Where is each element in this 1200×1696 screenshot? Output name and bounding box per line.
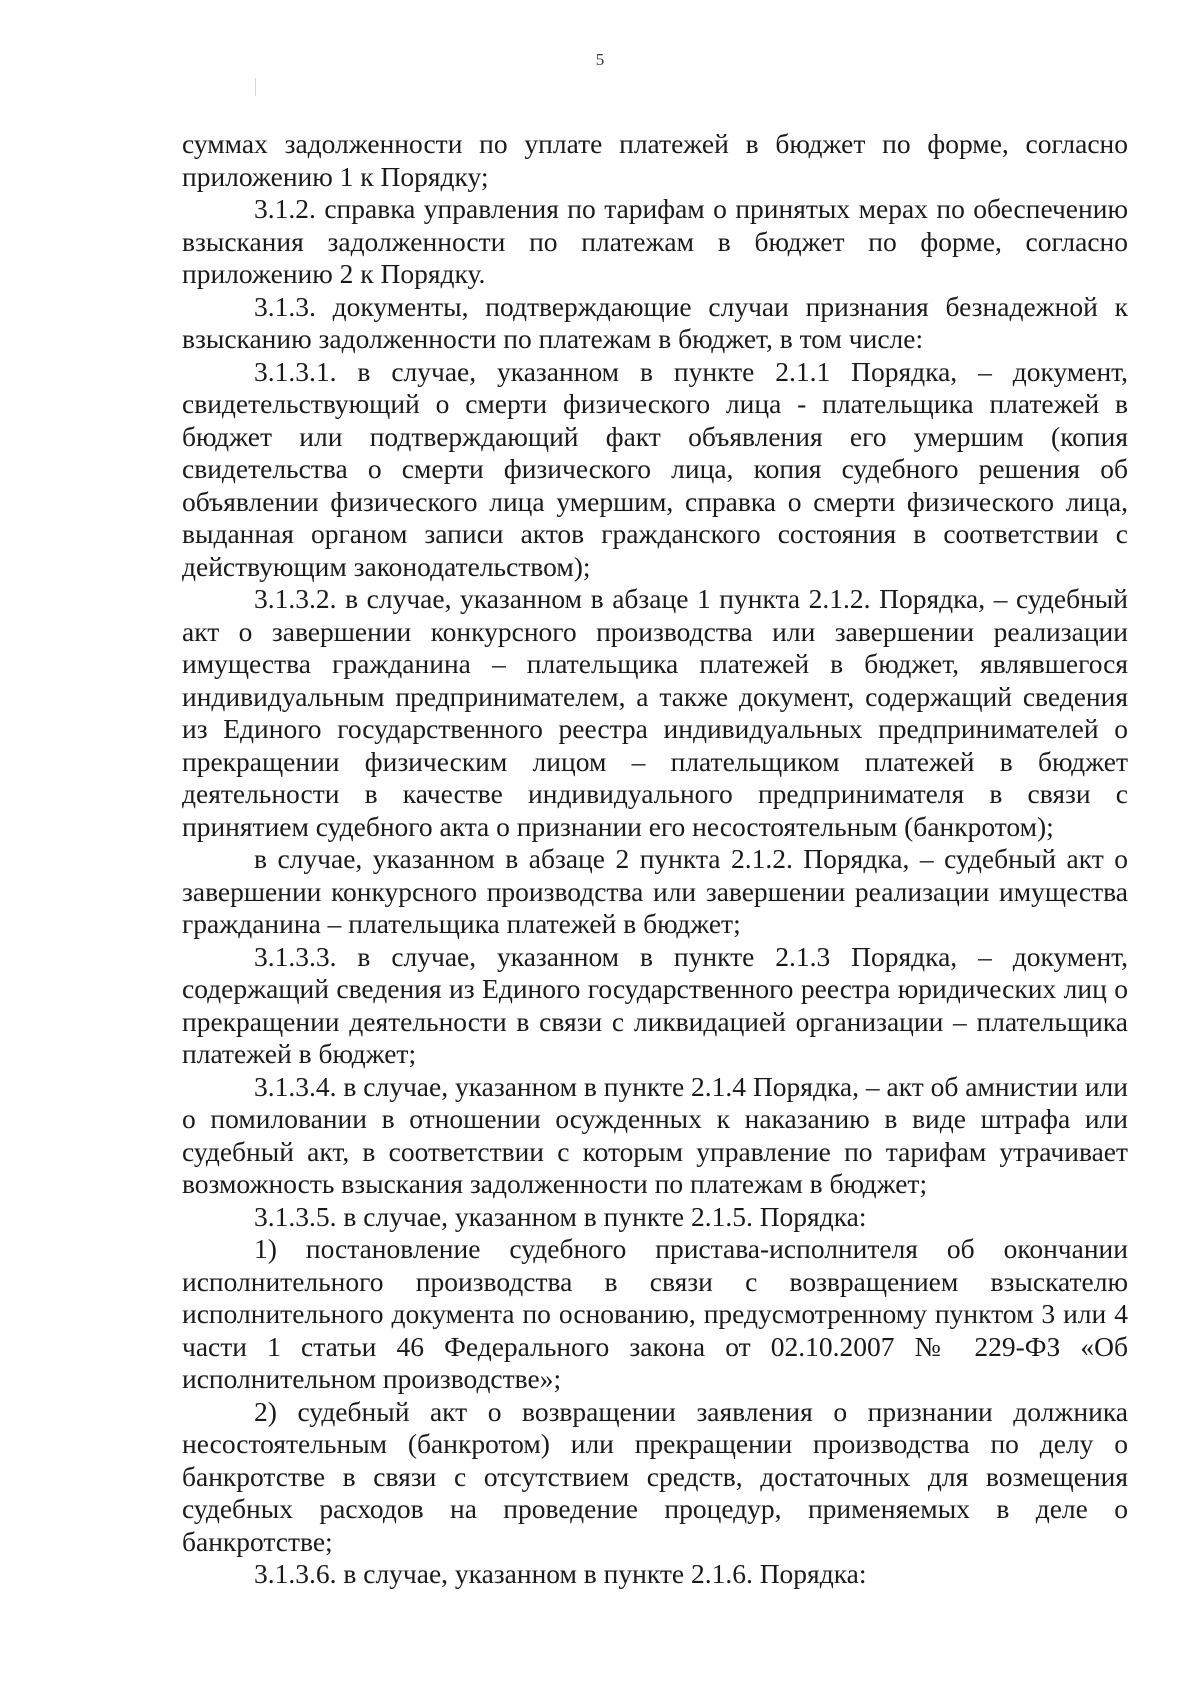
paragraph-3-1-3: 3.1.3. документы, подтверждающие случаи признания безнадежной к взысканию задолженности по платежам в бюджет, в том числе: — [182, 290, 1128, 354]
paragraph-3-1-2: 3.1.2. справка управления по тарифам о принятых мерах по обеспечению взыскания задолженности по платежам в бюджет по форме, согласно приложению 2 к Порядку. — [182, 193, 1128, 289]
paragraph-3-1-3-6: 3.1.3.6. в случае, указанном в пункте 2.1.6. Порядка: — [254, 1558, 867, 1589]
paragraph-3-1-3-5: 3.1.3.5. в случае, указанном в пункте 2.1.5. Порядка: — [254, 1200, 867, 1232]
page-number: 5 — [595, 50, 605, 69]
paragraph-abzac-2: в случае, указанном в абзаце 2 пункта 2.1.2. Порядка, – судебный акт о завершении конкурсного производства или завершении реализации имущества гражданина – плательщика платежей в бюджет; — [182, 843, 1128, 939]
document-body — [182, 128, 1128, 1591]
list-item-2: 2) судебный акт о возвращении заявления о признании должника несостоятельным (банкротом) или прекращении производства по делу о банкротстве в связи с отсутствием средств, достаточных для возмещения судебных расходов на проведение процедур, применяемых в деле о банкротстве; — [182, 1395, 1128, 1557]
scan-artifact-mark — [255, 78, 256, 96]
paragraph-3-1-3-1: 3.1.3.1. в случае, указанном в пункте 2.1.1 Порядка, – документ, свидетельствующий о смерти физического лица - плательщика платежей в бюджет или подтверждающий факт объявления его умершим (копия свидетельства о смерти физического лица, копия судебного решения об объявлении физического лица умершим, справка о смерти физического лица, выданная органом записи актов гражданского состояния в соответствии с действующим законодательством); — [182, 355, 1128, 582]
paragraph-3-1-3-3: 3.1.3.3. в случае, указанном в пункте 2.1.3 Порядка, – документ, содержащий сведения из Единого государственного реестра юридических лиц о прекращении деятельности в связи с ликвидацией организации – плательщика платежей в бюджет; — [182, 940, 1128, 1069]
paragraph-3-1-3-4: 3.1.3.4. в случае, указанном в пункте 2.1.4 Порядка, – акт об амнистии или о помиловании в отношении осужденных к наказанию в виде штрафа или судебный акт, в соответствии с которым управление по тарифам утрачивает возможность взыскания задолженности по платежам в бюджет; — [182, 1070, 1128, 1199]
paragraph-continuation: суммах задолженности по уплате платежей в бюджет по форме, согласно приложению 1 к Порядку; — [182, 128, 1128, 192]
list-item-1: 1) постановление судебного пристава-исполнителя об окончании исполнительного производства в связи с возвращением взыскателю исполнительного документа по основанию, предусмотренному пунктом 3 или 4 части 1 статьи 46 Федерального закона от 02.10.2007 № 229-ФЗ «Об исполнительном производстве»; — [182, 1233, 1128, 1394]
paragraph-3-1-3-2: 3.1.3.2. в случае, указанном в абзаце 1 пункта 2.1.2. Порядка, – судебный акт о завершении конкурсного производства или завершении реализации имущества гражданина – плательщика платежей в бюджет, являвшегося индивидуальным предпринимателем, а также документ, содержащий сведения из Единого государственного реестра индивидуальных предпринимателей о прекращении физическим лицом – плательщиком платежей в бюджет деятельности в качестве индивидуального предпринимателя в связи с принятием судебного акта о признании его несостоятельным (банкротом); — [182, 583, 1128, 842]
